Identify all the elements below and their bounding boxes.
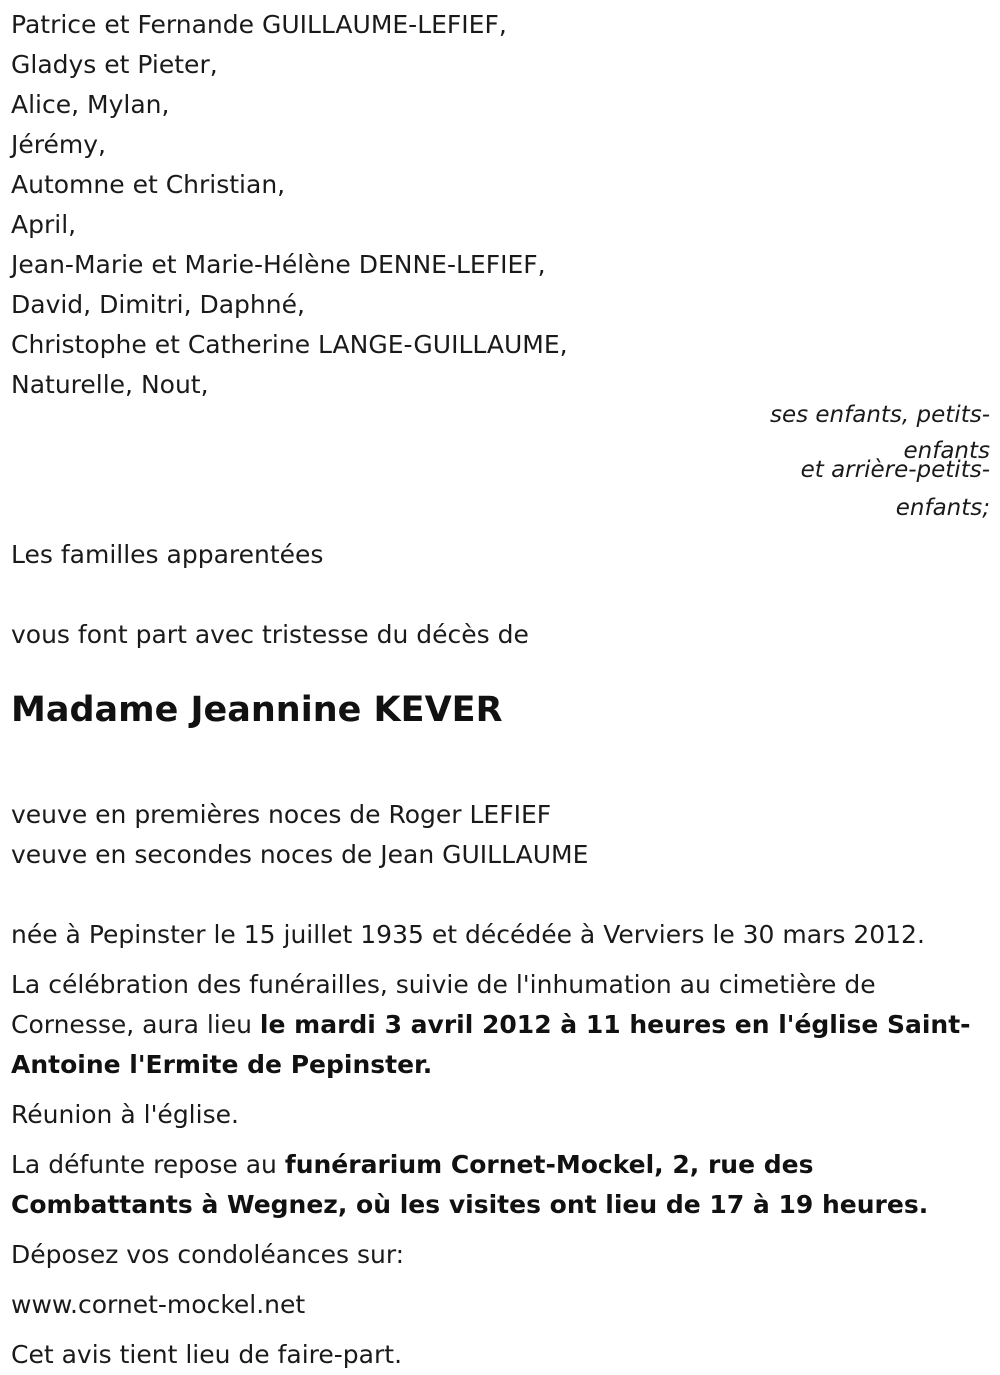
- relation-great-grandchildren: [11, 450, 990, 528]
- deceased-name: Madame Jeannine KEVER: [11, 690, 503, 730]
- funeral-intro: La célébration des funérailles, suivie de l'inhumation au cimetière de Cornesse, aura lieu: [11, 970, 876, 1039]
- birth-death-info: née à Pepinster le 15 juillet 1935 et décédée à Verviers le 30 mars 2012.: [11, 920, 925, 949]
- family-member-line: Gladys et Pieter,: [11, 50, 218, 79]
- family-member-line: Naturelle, Nout,: [11, 370, 209, 399]
- notice-text: Cet avis tient lieu de faire-part.: [11, 1340, 403, 1369]
- family-members-list: [11, 0, 990, 405]
- relation-line: et arrière-petits-: [800, 457, 990, 483]
- relation-line: enfants: [903, 438, 990, 464]
- funeral-details: le mardi 3 avril 2012 à 11 heures en l'église Saint-Antoine l'Ermite de Pepinster.: [11, 1010, 971, 1079]
- family-member-line: Christophe et Catherine LANGE-GUILLAUME,: [11, 330, 568, 359]
- meeting-info: Réunion à l'église.: [11, 1100, 239, 1129]
- rest-details: funérarium Cornet-Mockel, 2, rue des Combattants à Wegnez, où les visites ont lieu de 17 à 19 heures.: [11, 1150, 929, 1219]
- family-member-line: Patrice et Fernande GUILLAUME-LEFIEF,: [11, 10, 507, 39]
- relation-line: enfants;: [895, 495, 990, 521]
- funeral-info: [11, 965, 990, 1085]
- family-member-line: April,: [11, 210, 77, 239]
- widow-second-marriage: veuve en secondes noces de Jean GUILLAUME: [11, 840, 589, 869]
- widow-first-marriage: veuve en premières noces de Roger LEFIEF: [11, 800, 552, 829]
- related-families: Les familles apparentées: [11, 540, 324, 569]
- family-member-line: Automne et Christian,: [11, 170, 286, 199]
- condolences-url: www.cornet-mockel.net: [11, 1290, 306, 1319]
- family-member-line: Alice, Mylan,: [11, 90, 170, 119]
- family-member-line: David, Dimitri, Daphné,: [11, 290, 305, 319]
- condolences-label: Déposez vos condoléances sur:: [11, 1240, 405, 1269]
- family-member-line: Jérémy,: [11, 130, 106, 159]
- widow-info: [11, 795, 990, 875]
- rest-info: [11, 1145, 990, 1225]
- rest-intro: La défunte repose au: [11, 1150, 285, 1179]
- relation-line: ses enfants, petits-: [769, 402, 990, 428]
- announcement-text: vous font part avec tristesse du décès de: [11, 620, 529, 649]
- family-member-line: Jean-Marie et Marie-Hélène DENNE-LEFIEF,: [11, 250, 546, 279]
